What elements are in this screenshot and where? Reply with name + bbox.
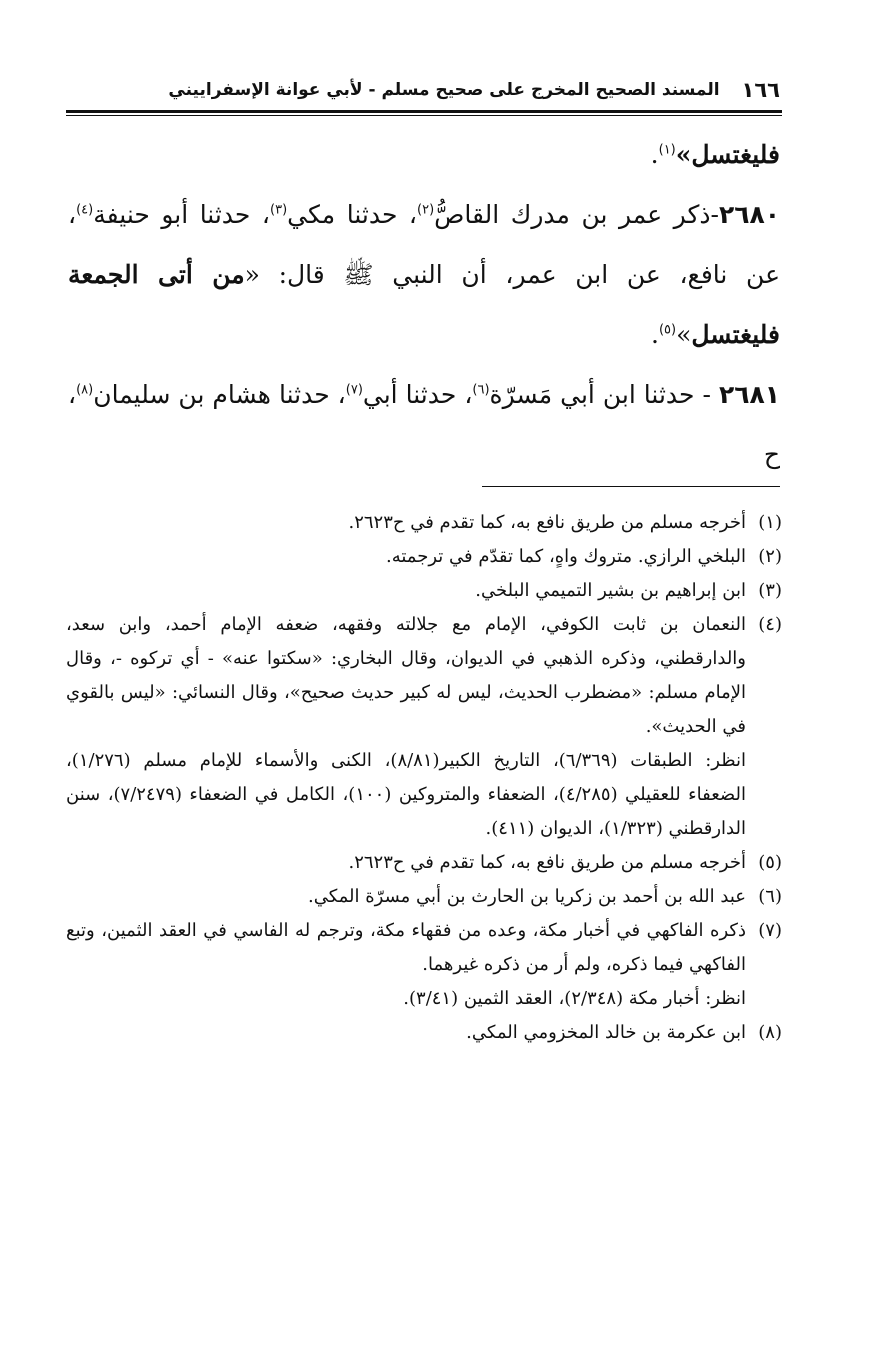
page-number: ١٦٦ [741,78,780,102]
continuation-text: فليغتسل» [675,140,780,169]
footnote-ref: (٢) [417,202,435,218]
hadith-matn: من أتى الجمعة فليغتسل [68,260,780,349]
footnote-ref: (٨) [76,382,94,398]
footnote [66,506,782,540]
footnote-body [66,1016,746,1050]
footnote-text: عبد الله بن أحمد بن زكريا بن الحارث بن أبي مسرّة المكي. [307,886,746,907]
footnote-references: انظر: الطبقات (٦/٣٦٩)، التاريخ الكبير(٨/٨١)، الكنى والأسماء للإمام مسلم (١/٢٧٦)، الضعفاء للعقيلي (٤/٢٨٥)، الضعفاء والمتروكين (١٠٠)، الكامل في الضعفاء (٧/٢٤٧٩)، سنن الدارقطني (١/٣٢٣)، الديوان (٤١١). [66,750,746,839]
main-text [68,125,780,485]
footnote-body [66,574,746,608]
footnote-text: ابن عكرمة بن خالد المخزومي المكي. [466,1022,746,1043]
footnote-marker: (٤) [758,614,782,635]
footnote-body [66,506,746,540]
footnotes [66,506,782,1050]
footnote-separator [482,486,780,487]
footnote-references: انظر: أخبار مكة (٢/٣٤٨)، العقد الثمين (٣/٤١). [403,988,746,1009]
footnote-marker: (١) [758,512,782,533]
hadith-number: ٢٦٨١ [718,380,780,409]
footnote-marker: (٦) [758,886,782,907]
footnote-marker: (٨) [758,1022,782,1043]
footnote-ref: (٦) [472,382,490,398]
hadith-number: ٢٦٨٠ [718,200,781,229]
footnote [66,1016,782,1050]
footnote-marker: (٥) [758,852,782,873]
footnote-text: أخرجه مسلم من طريق نافع به، كما تقدم في ح٢٦٢٣. [348,852,746,873]
running-title: المسند الصحيح المخرج على صحيح مسلم - لأبي عوانة الإسفراييني [168,80,720,100]
footnote-ref: (٤) [76,202,94,218]
footnote-ref: (١) [658,142,676,158]
footnote [66,540,782,574]
footnote-body [66,914,746,1016]
footnote-ref: (٧) [345,382,363,398]
header-rule-thick [66,110,782,113]
hadith-2680 [68,185,780,365]
footnote-text: البلخي الرازي. متروك واهٍ، كما تقدّم في ترجمته. [386,546,746,567]
header-rule-thin [66,115,782,116]
hadith-text: ، حدثنا أبي [362,380,473,409]
hadith-text: ، حدثنا أبو حنيفة [93,200,270,229]
hadith-text: ، حدثنا هشام بن سليمان [93,380,346,409]
footnote-marker: (٣) [758,580,782,601]
hadith-text: ، حدثنا مكي [287,200,418,229]
hadith-text: - حدثنا ابن أبي مَسرّة [489,380,719,409]
footnote-body [66,540,746,574]
footnote [66,914,782,1016]
footnote [66,608,782,846]
footnote-text: ابن إبراهيم بن بشير التميمي البلخي. [475,580,746,601]
hadith-text: » [676,320,692,349]
page-header [68,70,780,110]
footnote-ref: (٥) [658,322,677,338]
footnote-body [66,880,746,914]
footnote-text: ذكره الفاكهي في أخبار مكة، وعده من فقهاء مكة، وترجم له الفاسي في العقد الثمين، وتبع الفاكهي فيما ذكره، ولم أر من ذكره غيرهما. [66,920,746,975]
hadith-text: -ذكر عمر بن مدرك القاصُّ [434,200,719,229]
footnote [66,880,782,914]
hadith-2681 [68,365,780,485]
footnote-text: النعمان بن ثابت الكوفي، الإمام مع جلالته وفقهه، ضعفه الإمام أحمد، وابن سعد، والدارقطني، وذكره الذهبي في الديوان، وقال البخاري: «سكتوا عنه» - أي تركوه -، وقال الإمام مسلم: «مضطرب الحديث، ليس له كبير حديث صحيح»، وقال النسائي: «ليس بالقوي في الحديث». [66,614,746,737]
footnote-ref: (٣) [270,202,288,218]
footnote-body [66,608,746,846]
continuation-line [68,125,780,185]
footnote-marker: (٢) [758,546,782,567]
continuation-tail: . [650,140,659,169]
footnote [66,846,782,880]
footnote-marker: (٧) [758,920,782,941]
footnote [66,574,782,608]
hadith-text: ، ح [68,380,780,469]
footnote-body [66,846,746,880]
hadith-text: . [650,320,659,349]
footnote-text: أخرجه مسلم من طريق نافع به، كما تقدم في ح٢٦٢٣. [348,512,746,533]
hadith-text: ، عن نافع، عن ابن عمر، أن النبي ﷺ قال: « [68,200,780,289]
